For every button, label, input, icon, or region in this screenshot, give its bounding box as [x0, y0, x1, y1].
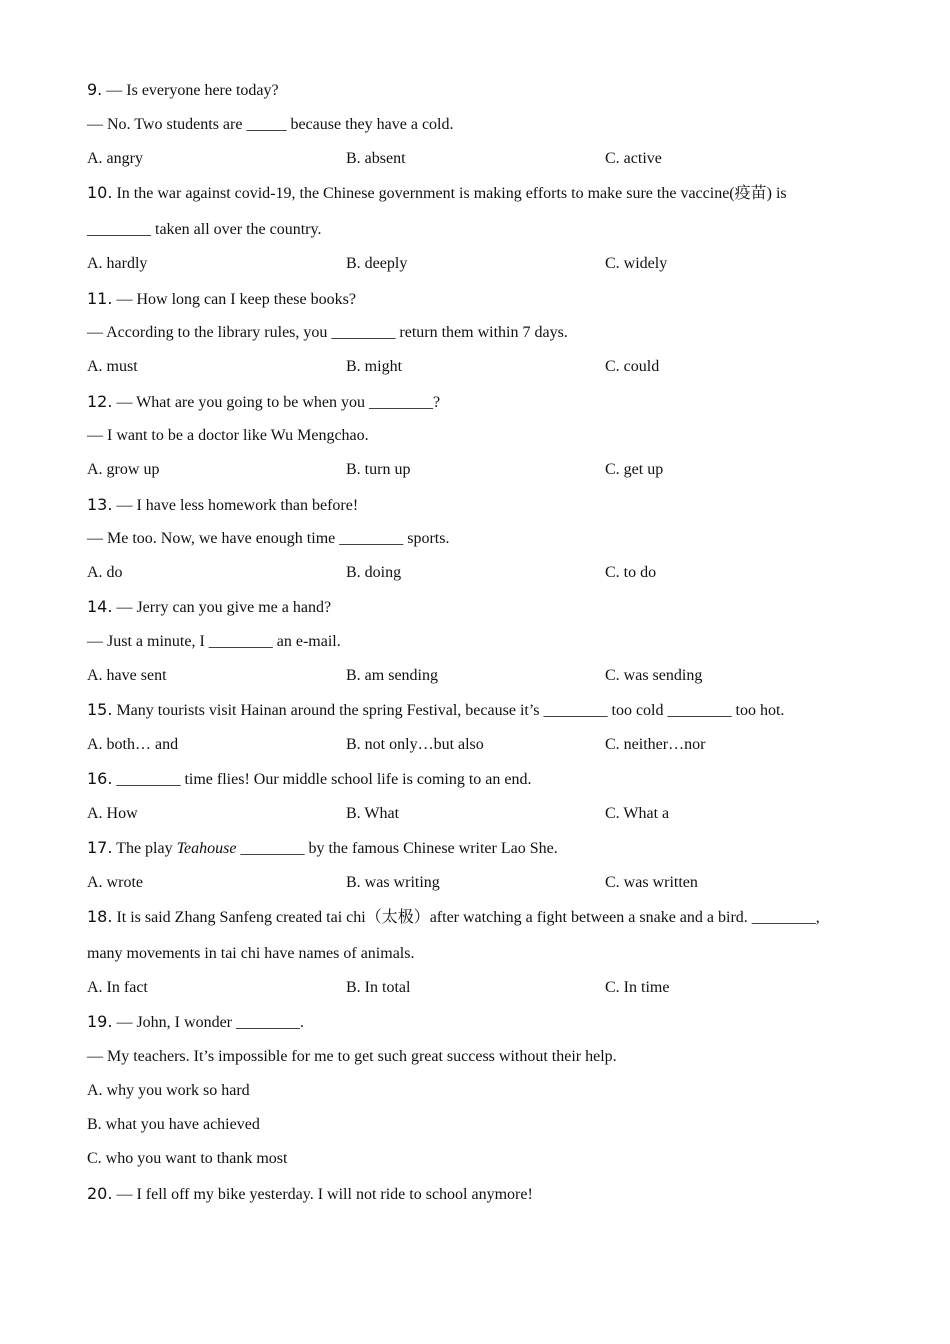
option-a[interactable]: A. In fact — [87, 979, 148, 996]
question-number: 11. — [87, 289, 113, 308]
question-17 — [87, 838, 558, 859]
question-text: — How long can I keep these books? — [116, 291, 356, 308]
option-c[interactable]: C. widely — [605, 255, 668, 272]
option-b[interactable]: B. What — [346, 805, 400, 822]
question-number: 9. — [87, 80, 103, 99]
question-text: ________ by the famous Chinese writer Lao She. — [236, 840, 558, 857]
question-number: 15. — [87, 700, 113, 719]
option-b[interactable]: B. was writing — [346, 874, 440, 891]
question-12 — [87, 392, 440, 413]
option-a[interactable]: A. grow up — [87, 461, 160, 478]
question-text: — Is everyone here today? — [106, 82, 279, 99]
question-number: 12. — [87, 392, 113, 411]
option-b[interactable]: B. might — [346, 358, 403, 375]
question-11 — [87, 289, 356, 310]
option-a[interactable]: A. angry — [87, 150, 143, 167]
question-text: — John, I wonder ________. — [116, 1014, 304, 1031]
question-text: ________ time flies! Our middle school life is coming to an end. — [116, 771, 532, 788]
question-text-line: — My teachers. It’s impossible for me to get such great success without their help. — [87, 1048, 617, 1065]
question-number: 10. — [87, 183, 113, 202]
question-14 — [87, 597, 331, 618]
question-text-line: many movements in tai chi have names of animals. — [87, 945, 415, 962]
question-20 — [87, 1184, 533, 1205]
option-b[interactable]: B. doing — [346, 564, 402, 581]
option-a[interactable]: A. why you work so hard — [87, 1082, 250, 1099]
play-title: Teahouse — [176, 840, 237, 857]
question-9 — [87, 80, 279, 101]
question-16 — [87, 769, 532, 790]
option-b[interactable]: B. am sending — [346, 667, 438, 684]
question-19 — [87, 1012, 304, 1033]
question-text: In the war against covid-19, the Chinese government is making efforts to make sure the vaccine(疫苗) is — [116, 185, 787, 202]
option-c[interactable]: C. In time — [605, 979, 670, 996]
question-text-line: ________ taken all over the country. — [87, 221, 322, 238]
option-b[interactable]: B. deeply — [346, 255, 408, 272]
question-number: 14. — [87, 597, 113, 616]
option-b[interactable]: B. not only…but also — [346, 736, 484, 753]
option-c[interactable]: C. was sending — [605, 667, 703, 684]
question-text-line: — I want to be a doctor like Wu Mengchao. — [87, 427, 369, 444]
question-15 — [87, 700, 784, 721]
question-text: The play — [116, 840, 177, 857]
question-text-line: — Just a minute, I ________ an e-mail. — [87, 633, 341, 650]
question-text: — I have less homework than before! — [116, 497, 359, 514]
question-18 — [87, 907, 820, 928]
option-a[interactable]: A. hardly — [87, 255, 148, 272]
option-a[interactable]: A. have sent — [87, 667, 167, 684]
option-b[interactable]: B. In total — [346, 979, 411, 996]
option-b[interactable]: B. turn up — [346, 461, 411, 478]
question-number: 20. — [87, 1184, 113, 1203]
option-c[interactable]: C. get up — [605, 461, 664, 478]
question-number: 19. — [87, 1012, 113, 1031]
option-c[interactable]: C. What a — [605, 805, 670, 822]
option-b[interactable]: B. what you have achieved — [87, 1116, 260, 1133]
question-10 — [87, 183, 787, 204]
option-b[interactable]: B. absent — [346, 150, 406, 167]
question-text: — Jerry can you give me a hand? — [116, 599, 332, 616]
option-a[interactable]: A. wrote — [87, 874, 143, 891]
question-text: — What are you going to be when you ________? — [116, 394, 441, 411]
question-text-line: — Me too. Now, we have enough time ________ sports. — [87, 530, 450, 547]
option-a[interactable]: A. both… and — [87, 736, 179, 753]
option-c[interactable]: C. who you want to thank most — [87, 1150, 288, 1167]
question-number: 16. — [87, 769, 113, 788]
option-c[interactable]: C. neither…nor — [605, 736, 706, 753]
question-number: 17. — [87, 838, 113, 857]
option-c[interactable]: C. was written — [605, 874, 698, 891]
option-c[interactable]: C. active — [605, 150, 662, 167]
question-text: It is said Zhang Sanfeng created tai chi（太极）after watching a fight between a snake and a bird. ________, — [116, 909, 820, 926]
question-13 — [87, 495, 358, 516]
option-c[interactable]: C. to do — [605, 564, 657, 581]
question-number: 18. — [87, 907, 113, 926]
question-text-line: — According to the library rules, you ________ return them within 7 days. — [87, 324, 568, 341]
question-text: Many tourists visit Hainan around the spring Festival, because it’s ________ too cold ________ too hot. — [116, 702, 785, 719]
option-a[interactable]: A. must — [87, 358, 138, 375]
question-text-line: — No. Two students are _____ because they have a cold. — [87, 116, 454, 133]
question-number: 13. — [87, 495, 113, 514]
option-c[interactable]: C. could — [605, 358, 660, 375]
option-a[interactable]: A. do — [87, 564, 123, 581]
question-text: — I fell off my bike yesterday. I will not ride to school anymore! — [116, 1186, 533, 1203]
option-a[interactable]: A. How — [87, 805, 138, 822]
